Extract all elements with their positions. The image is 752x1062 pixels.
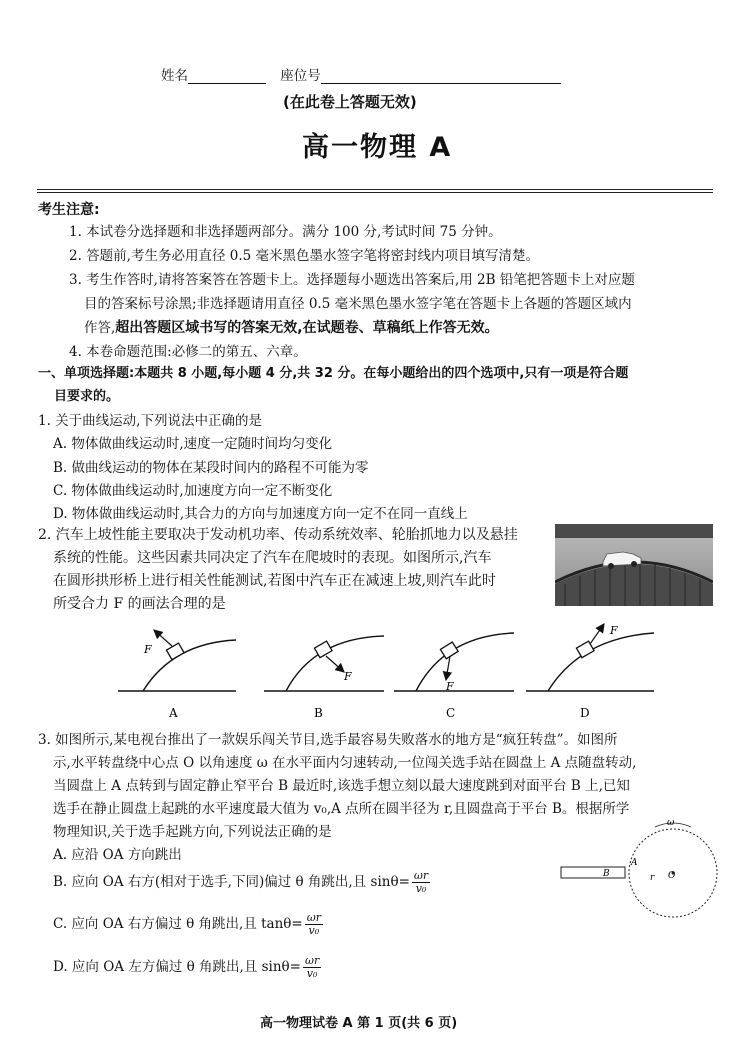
question-stem: 2. 汽车上坡性能主要取决于发动机功率、传动系统效率、轮胎抓地力以及悬挂 bbox=[38, 527, 518, 543]
svg-text:F: F bbox=[344, 670, 352, 683]
option-b: B. 应向 OA 右方(相对于选手,下同)偏过 θ 角跳出,且 sinθ= $\frac{\omega r}{\text{v₀}}$ bbox=[53, 869, 429, 895]
question-stem: 当圆盘上 A 点转到与固定静止窄平台 B 最近时,该选手想立刻以最大速度跳到对面平台 B 上,已知 bbox=[53, 778, 630, 794]
svg-text:A: A bbox=[631, 858, 638, 868]
option-b: B. 做曲线运动的物体在某段时间内的路程不可能为零 bbox=[53, 460, 369, 476]
diagram-label: A bbox=[169, 706, 178, 720]
instruction-item: 3. 考生作答时,请将答案答在答题卡上。选择题每小题选出答案后,用 2B 铅笔把答题卡上对应题 bbox=[69, 272, 635, 288]
svg-text:D: D bbox=[580, 706, 590, 720]
diagram-a bbox=[118, 630, 236, 720]
option-d: D. 物体做曲线运动时,其合力的方向与加速度方向一定不在同一直线上 bbox=[53, 506, 468, 522]
question-stem: 所受合力 F 的画法合理的是 bbox=[53, 596, 226, 612]
diagram-b bbox=[264, 636, 384, 720]
bold-warning: 超出答题区域书写的答案无效,在试题卷、草稿纸上作答无效。 bbox=[115, 320, 499, 336]
section-heading: 目要求的。 bbox=[54, 389, 120, 404]
option-d: D. 应向 OA 左方偏过 θ 角跳出,且 sinθ= $\frac{\omega r}{\text{v₀}}$ bbox=[53, 954, 320, 980]
diagram-c bbox=[394, 633, 514, 720]
question-stem: 选手在静止圆盘上起跳的水平速度最大值为 v₀,A 点所在圆半径为 r,且圆盘高于平台 B。根据所学 bbox=[53, 801, 630, 817]
page-footer: 高一物理试卷 A 第 1 页(共 6 页) bbox=[260, 1016, 458, 1031]
svg-text:C: C bbox=[446, 706, 456, 720]
svg-text:O: O bbox=[668, 871, 676, 881]
option-a: A. 物体做曲线运动时,速度一定随时间均匀变化 bbox=[53, 436, 333, 452]
section-heading: 一、单项选择题:本题共 8 小题,每小题 4 分,共 32 分。在每小题给出的四个选项中,只有一项是符合题 bbox=[38, 366, 629, 381]
instruction-item: 1. 本试卷分选择题和非选择题两部分。满分 100 分,考试时间 75 分钟。 bbox=[69, 224, 502, 240]
diagram-d bbox=[526, 624, 654, 720]
option-c: C. 物体做曲线运动时,加速度方向一定不断变化 bbox=[53, 483, 333, 499]
svg-text:B: B bbox=[314, 706, 323, 720]
divider bbox=[37, 189, 713, 190]
question-stem: 在圆形拱形桥上进行相关性能测试,若图中汽车正在减速上坡,则汽车此时 bbox=[53, 573, 496, 589]
force-label: F bbox=[144, 643, 152, 656]
answer-invalid-notice: (在此卷上答题无效) bbox=[283, 93, 417, 111]
question-stem: 系统的性能。这些因素共同决定了汽车在爬坡时的表现。如图所示,汽车 bbox=[53, 550, 492, 566]
name-label: 姓名 bbox=[161, 68, 188, 84]
instruction-item: 作答,超出答题区域书写的答案无效,在试题卷、草稿纸上作答无效。 bbox=[84, 320, 499, 336]
svg-text:B: B bbox=[603, 869, 610, 879]
svg-text:F: F bbox=[610, 624, 618, 637]
option-a: A. 应沿 OA 方向跳出 bbox=[53, 847, 182, 863]
question-stem: 示,水平转盘绕中心点 O 以角速度 ω 在水平面内匀速转动,一位闯关选手站在圆盘上 A 点随盘转动, bbox=[53, 755, 637, 771]
instructions-heading: 考生注意: bbox=[38, 202, 100, 218]
name-field bbox=[161, 64, 561, 84]
force-diagrams bbox=[118, 618, 678, 724]
option-c: C. 应向 OA 右方偏过 θ 角跳出,且 tanθ= $\frac{\omega r}{\text{v₀}}$ bbox=[53, 911, 321, 937]
svg-text:r: r bbox=[650, 873, 655, 883]
question-stem: 物理知识,关于选手起跳方向,下列说法正确的是 bbox=[53, 824, 332, 840]
instruction-item: 2. 答题前,考生务必用直径 0.5 毫米黑色墨水签字笔将密封线内项目填写清楚。 bbox=[69, 248, 540, 264]
question-stem: 1. 关于曲线运动,下列说法中正确的是 bbox=[38, 413, 262, 429]
question-stem: 3. 如图所示,某电视台推出了一款娱乐闯关节目,选手最容易失败落水的地方是“疯狂转盘”。如图所 bbox=[38, 732, 618, 748]
divider bbox=[37, 192, 713, 193]
platform-b bbox=[561, 867, 625, 878]
seat-label: 座位号 bbox=[280, 68, 321, 84]
turntable-figure bbox=[555, 813, 725, 923]
instruction-item: 4. 本卷命题范围:必修二的第五、六章。 bbox=[69, 344, 307, 360]
page-title: 高一物理 A bbox=[302, 132, 453, 163]
omega-label: ω bbox=[667, 818, 675, 828]
instruction-item: 目的答案标号涂黑;非选择题请用直径 0.5 毫米黑色墨水签字笔在答题卡上各题的答题区域内 bbox=[84, 296, 632, 312]
svg-text:F: F bbox=[446, 680, 454, 693]
car-bridge-photo bbox=[555, 524, 713, 606]
